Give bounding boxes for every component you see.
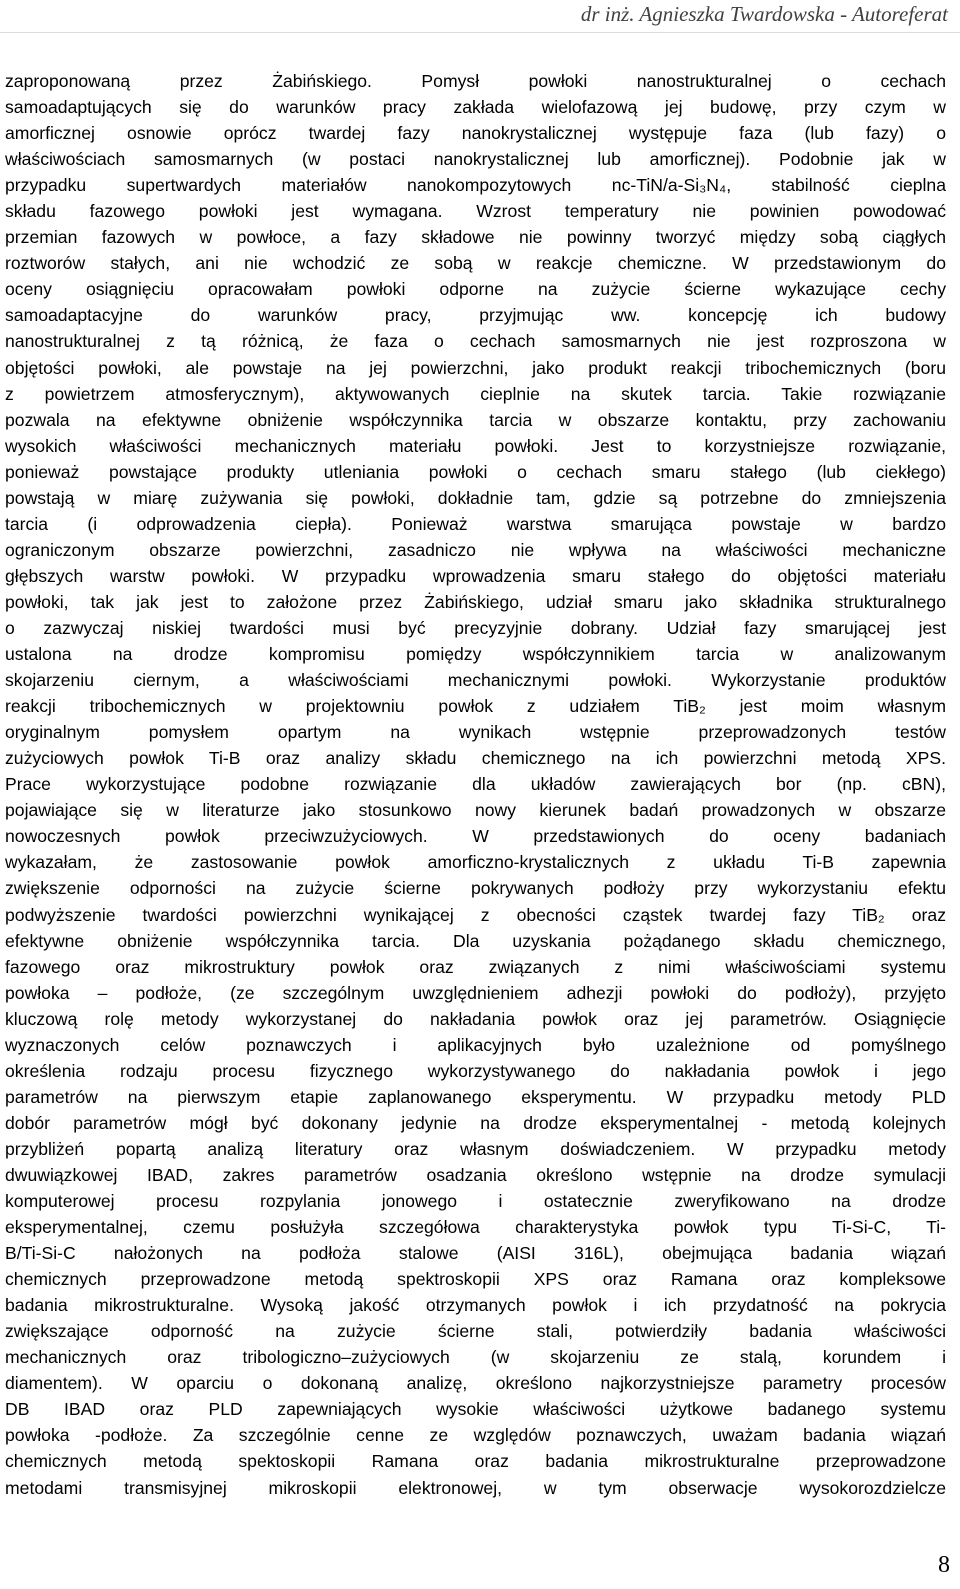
text-line: roztworów stałych, ani nie wchodzić ze sobą w reakcje chemiczne. W przedstawionym do [5, 253, 946, 274]
text-line: komputerowej procesu rozpylania jonowego i ostatecznie zweryfikowano na drodze [5, 1191, 946, 1212]
text-line: powłoka – podłoże, (ze szczególnym uwzględnieniem adhezji powłoki do podłoży), przyjęto [5, 982, 946, 1003]
text-line: o zazwyczaj niskiej twardości musi być precyzyjnie dobrany. Udział fazy smarującej jest [5, 617, 946, 638]
text-line: z powietrzem atmosferycznym), aktywowanych cieplnie na skutek tarcia. Takie rozwiązanie [5, 383, 946, 404]
text-line: metodami transmisyjnej mikroskopii elektronowej, w tym obserwacje wysokorozdzielcze [5, 1477, 946, 1498]
text-line: pojawiające się w literaturze jako stosunkowo nowy kierunek badań prowadzonych w obszarze [5, 800, 946, 821]
text-line: ograniczonym obszarze powierzchni, zasadniczo nie wpływa na właściwości mechaniczne [5, 539, 946, 560]
running-header: dr inż. Agnieszka Twardowska - Autoreferat [580, 2, 948, 26]
text-line: parametrów na pierwszym etapie zaplanowanego eksperymentu. W przypadku metody PLD [5, 1086, 946, 1107]
text-line: określenia rodzaju procesu fizycznego wykorzystywanego do nakładania powłok i jego [5, 1060, 946, 1081]
text-line: reakcji tribochemicznych w projektowniu powłok z udziałem TiB₂ jest moim własnym [5, 696, 946, 717]
text-line: pozwala na efektywne obniżenie współczynnika tarcia w obszarze kontaktu, przy zachowaniu [5, 409, 946, 430]
text-line: Prace wykorzystujące podobne rozwiązanie dla układów zawierających bor (np. cBN), [5, 774, 946, 795]
page-number: 8 [938, 1552, 950, 1578]
header-divider [0, 32, 960, 33]
text-line: chemicznych przeprowadzone metodą spektroskopii XPS oraz Ramana oraz kompleksowe [5, 1269, 946, 1290]
text-line: podwyższenie twardości powierzchni wynikającej z obecności cząstek twardej fazy TiB₂ oraz [5, 904, 946, 925]
text-line: dwuwiązkowej IBAD, zakres parametrów osadzania określono wstępnie na drodze symulacji [5, 1164, 946, 1185]
text-line: mechanicznych oraz tribologiczno–zużyciowych (w skojarzeniu ze stalą, korundem i [5, 1347, 946, 1368]
text-line: skojarzeniu ciernym, a właściwościami mechanicznymi powłoki. Wykorzystanie produktów [5, 670, 946, 691]
text-line: powstają w miarę zużywania się powłoki, dokładnie tam, gdzie są potrzebne do zmniejszenia [5, 487, 946, 508]
text-line: eksperymentalnej, czemu posłużyła szczegółowa charakterystyka powłok typu Ti-Si-C, Ti- [5, 1217, 946, 1238]
text-line: zwiększenie odporności na zużycie ścierne pokrywanych podłoży przy wykorzystaniu efektu [5, 878, 946, 899]
text-line: oceny osiągnięciu opracowałam powłoki odporne na zużycie ścierne wykazujące cechy [5, 279, 946, 300]
text-line: oryginalnym pomysłem opartym na wynikach wstępnie przeprowadzonych testów [5, 722, 946, 743]
text-line: badania mikrostrukturalne. Wysoką jakość otrzymanych powłok i ich przydatność na pokrycia [5, 1295, 946, 1316]
text-line: samoadaptujących się do warunków pracy zakłada wielofazową jej budowę, przy czym w [5, 97, 946, 118]
text-line: ponieważ powstające produkty utleniania powłoki o cechach smaru stałego (lub ciekłego) [5, 461, 946, 482]
text-line: przemian fazowych w powłoce, a fazy składowe nie powinny tworzyć między sobą ciągłych [5, 227, 946, 248]
text-line: objętości powłoki, ale powstaje na jej powierzchni, jako produkt reakcji tribochemicznych (boru [5, 357, 946, 378]
text-line: głębszych warstw powłoki. W przypadku wprowadzenia smaru stałego do objętości materiału [5, 565, 946, 586]
text-line: powłoki, tak jak jest to założone przez Żabińskiego, udział smaru jako składnika strukturalnego [5, 591, 946, 612]
text-line: zwiększające odporność na zużycie ścierne stali, potwierdziły badania właściwości [5, 1321, 946, 1342]
text-line: fazowego oraz mikrostruktury powłok oraz związanych z nimi właściwościami systemu [5, 956, 946, 977]
body-paragraph [5, 68, 946, 1501]
text-line: samoadaptacyjne do warunków pracy, przyjmując ww. koncepcję ich budowy [5, 305, 946, 326]
text-line: wykazałam, że zastosowanie powłok amorficzno-krystalicznych z układu Ti-B zapewnia [5, 852, 946, 873]
text-line: właściwościach samosmarnych (w postaci nanokrystalicznej lub amorficznej). Podobnie jak w [5, 149, 946, 170]
text-line: powłoka -podłoże. Za szczególnie cenne ze względów poznawczych, uważam badania wiązań [5, 1425, 946, 1446]
text-line: amorficznej osnowie oprócz twardej fazy nanokrystalicznej występuje faza (lub fazy) o [5, 123, 946, 144]
text-line: wysokich właściwości mechanicznych materiału powłoki. Jest to korzystniejsze rozwiązanie, [5, 435, 946, 456]
text-line: składu fazowego powłoki jest wymagana. Wzrost temperatury nie powinien powodować [5, 201, 946, 222]
text-line: zużyciowych powłok Ti-B oraz analizy składu chemicznego na ich powierzchni metodą XPS. [5, 748, 946, 769]
text-line: efektywne obniżenie współczynnika tarcia. Dla uzyskania pożądanego składu chemicznego, [5, 930, 946, 951]
text-line: zaproponowaną przez Żabińskiego. Pomysł powłoki nanostrukturalnej o cechach [5, 71, 946, 91]
text-line: kluczową rolę metody wykorzystanej do nakładania powłok oraz jej parametrów. Osiągnięcie [5, 1008, 946, 1029]
text-line: dobór parametrów mógł być dokonany jedynie na drodze eksperymentalnej - metodą kolejnych [5, 1112, 946, 1133]
text-line: diamentem). W oparciu o dokonaną analizę, określono najkorzystniejsze parametry procesów [5, 1373, 946, 1394]
text-line: B/Ti-Si-C nałożonych na podłoża stalowe (AISI 316L), obejmująca badania wiązań [5, 1243, 946, 1264]
text-line: nanostrukturalnej z tą różnicą, że faza o cechach samosmarnych nie jest rozproszona w [5, 331, 946, 352]
text-line: nowoczesnych powłok przeciwzużyciowych. W przedstawionych do oceny badaniach [5, 826, 946, 847]
text-line: wyznaczonych celów poznawczych i aplikacyjnych było uzależnione od pomyślnego [5, 1034, 946, 1055]
text-line: DB IBAD oraz PLD zapewniających wysokie właściwości użytkowe badanego systemu [5, 1399, 946, 1420]
text-line: ustalona na drodze kompromisu pomiędzy współczynnikiem tarcia w analizowanym [5, 644, 946, 665]
text-line: chemicznych metodą spektoskopii Ramana oraz badania mikrostrukturalne przeprowadzone [5, 1451, 946, 1472]
text-line: przypadku supertwardych materiałów nanokompozytowych nc-TiN/a-Si₃N₄, stabilność cieplna [5, 175, 946, 196]
text-line: przybliżeń popartą analizą literatury oraz własnym doświadczeniem. W przypadku metody [5, 1138, 946, 1159]
text-line: tarcia (i odprowadzenia ciepła). Ponieważ warstwa smarująca powstaje w bardzo [5, 513, 946, 534]
